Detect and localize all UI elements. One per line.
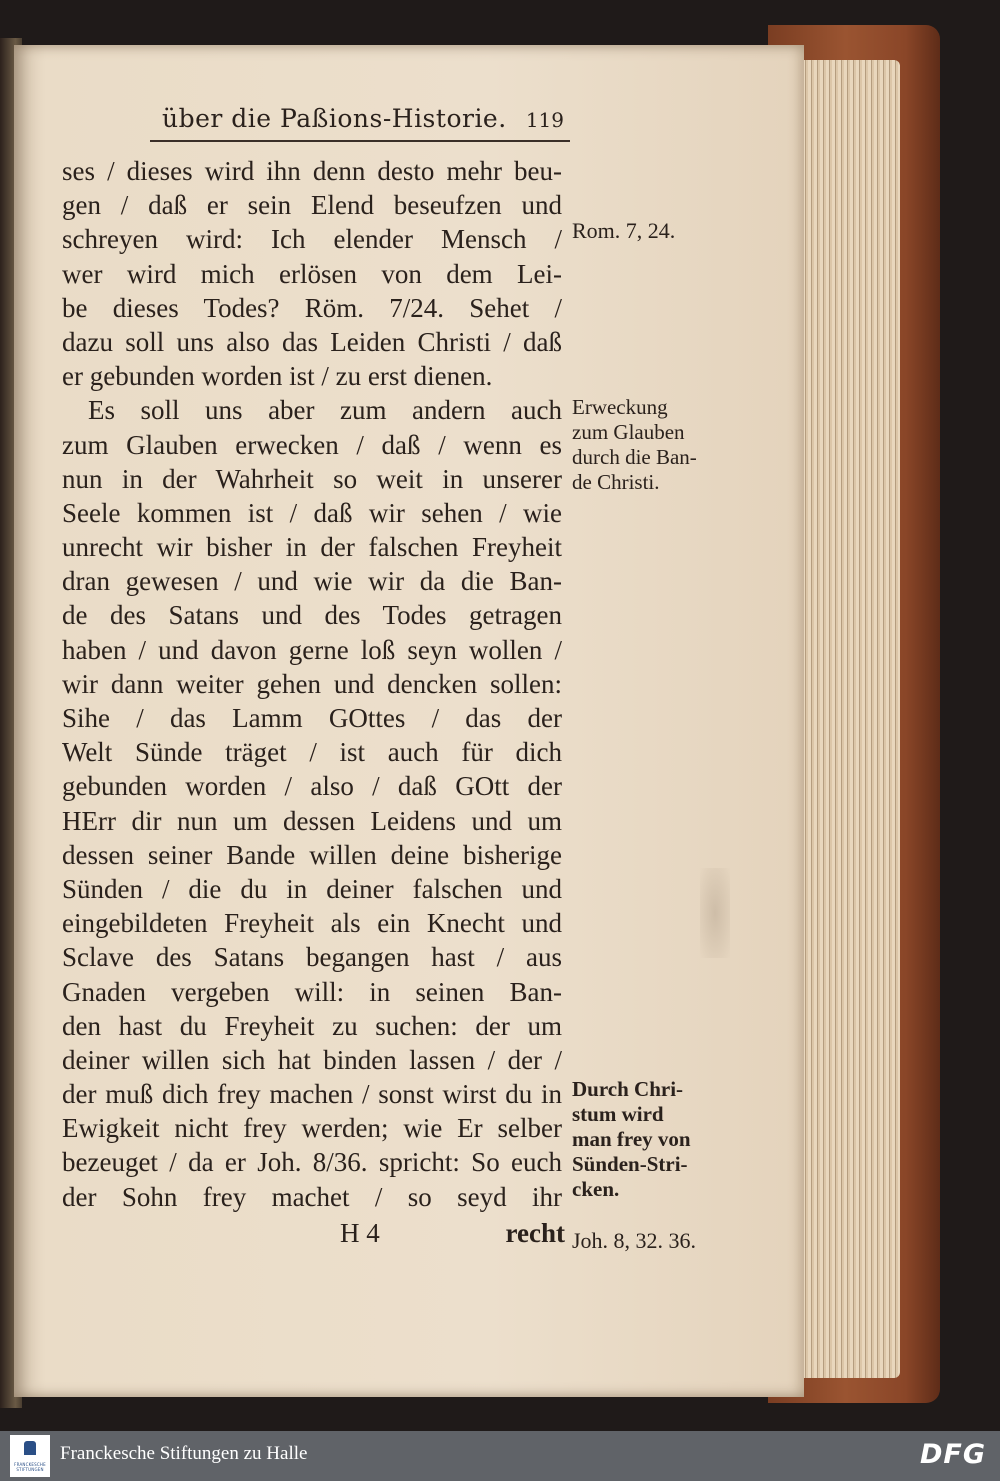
page-edges [790,60,900,1378]
text-line: Ewigkeit nicht frey werden; wie Er selber [62,1113,562,1144]
text-line: Seele kommen ist / daß wir sehen / wie [62,497,562,528]
institution-name: Franckesche Stiftungen zu Halle [60,1443,308,1464]
text-line: wer wird mich erlösen von dem Lei- [62,258,562,289]
text-line: Welt Sünde träget / ist auch für dich [62,737,562,768]
marginal-line: durch die Ban- [572,445,697,469]
text-line: schreyen wird: Ich elender Mensch / [62,224,562,255]
catchword: recht [505,1218,565,1248]
marginal-line: Joh. 8, 32. 36. [572,1228,697,1253]
marginal-note-rom [572,218,722,243]
text-line: der Sohn frey machet / so seyd ihr [62,1181,562,1212]
text-line: dazu soll uns also das Leiden Christi / daß [62,326,562,357]
marginal-line: zum Glauben [572,420,685,444]
text-line: wir dann weiter gehen und dencken sollen: [62,668,562,699]
text-line: be dieses Todes? Röm. 7/24. Sehet / [62,292,562,323]
signature-mark: H 4 [340,1218,380,1248]
marginal-note-erweckung [572,395,722,495]
text-line: Sihe / das Lamm GOttes / das der [62,703,562,733]
text-line: gebunden worden / also / daß GOtt der [62,771,562,802]
marginal-line: Durch Chri- [572,1077,684,1101]
marginal-note-joh [572,1228,722,1253]
text-line: deiner willen sich hat binden lassen / der / [62,1044,562,1075]
text-line: gen / daß er sein Elend beseufzen und [62,190,562,221]
text-line: bezeuget / da er Joh. 8/36. spricht: So euch [62,1147,562,1178]
text-line: eingebildeten Freyheit als ein Knecht und [62,908,562,939]
text-line: haben / und davon gerne loß seyn wollen / [62,634,562,665]
text-line: der muß dich frey machen / sonst wirst du in [62,1079,562,1110]
text-line: nun in der Wahrheit so weit in unserer [62,463,562,494]
text-line: unrecht wir bisher in der falschen Freyheit [62,532,562,563]
text-line: dessen seiner Bande willen deine bisherige [62,839,562,870]
text-line: Es soll uns aber zum andern auch [88,395,562,426]
text-line: HErr dir nun um dessen Leidens und um [62,805,562,836]
marginal-line: Sünden-Stri- [572,1152,688,1176]
text-line: er gebunden worden ist / zu erst dienen. [62,361,493,392]
page-footer-line [330,1218,565,1258]
text-line: Gnaden vergeben will: in seinen Ban- [62,976,562,1007]
logo-text: FRANCKESCHE STIFTUNGEN [14,1462,46,1472]
text-line: Sünden / die du in deiner falschen und [62,873,562,904]
marginal-line: man frey von [572,1127,691,1151]
text-line: de des Satans und des Todes getragen [62,600,562,631]
page-number: 119 [525,108,564,132]
running-head-title: über die Paßions-Historie. [162,104,507,133]
text-line: zum Glauben erwecken / daß / wenn es [62,429,562,460]
body-text [62,154,562,1214]
running-head [150,102,570,142]
show-through-stain [700,868,730,958]
franckesche-stiftungen-logo[interactable] [10,1435,50,1477]
marginal-line: de Christi. [572,470,660,494]
marginal-line: Erweckung [572,395,668,419]
marginal-line: Rom. 7, 24. [572,218,676,243]
text-line: ses / dieses wird ihn denn desto mehr beu- [62,156,562,186]
dfg-logo[interactable]: DFG [919,1439,986,1470]
text-line: dran gewesen / und wie wir da die Ban- [62,566,562,597]
logo-emblem-icon [24,1441,36,1455]
marginal-line: stum wird [572,1102,664,1126]
viewer-footer-bar [0,1431,1000,1481]
text-line: den hast du Freyheit zu suchen: der um [62,1010,562,1041]
marginal-line: cken. [572,1177,620,1201]
text-line: Sclave des Satans begangen hast / aus [62,942,562,973]
marginal-note-durch-christum [572,1077,722,1202]
